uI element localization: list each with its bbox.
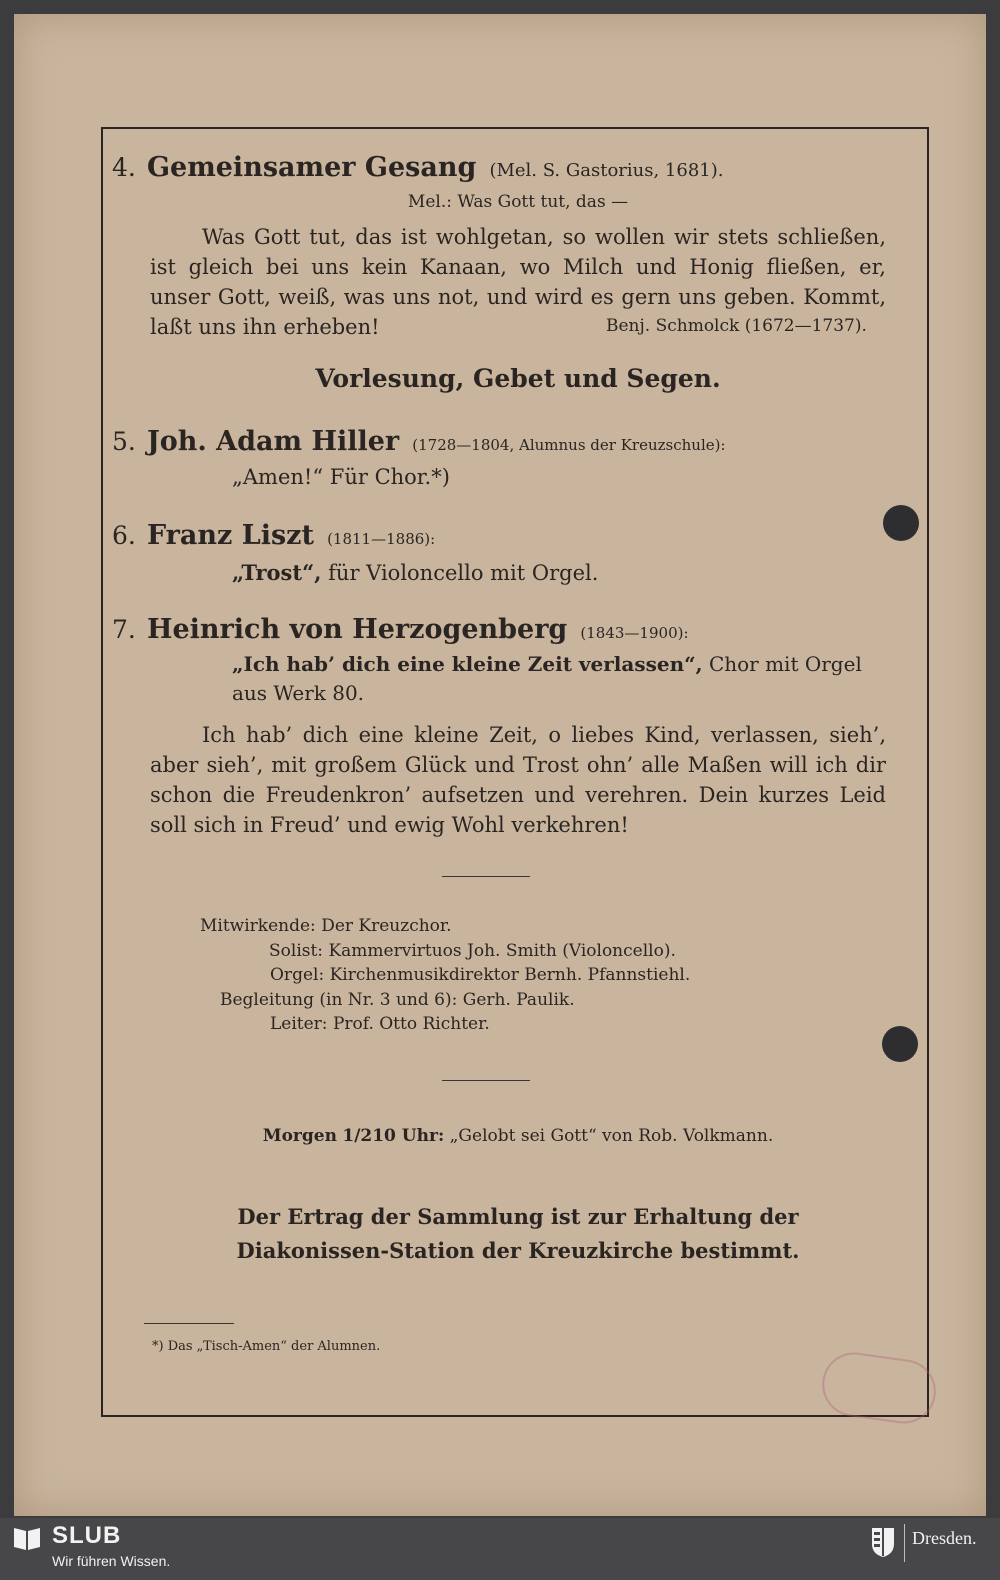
credit-value: Kammervirtuos Joh. Smith (Violoncello). bbox=[328, 940, 676, 961]
credit-line bbox=[184, 914, 690, 939]
composer-name: Franz Liszt bbox=[146, 520, 314, 551]
collection-note bbox=[150, 1200, 886, 1268]
punch-hole bbox=[882, 1026, 918, 1062]
item-number: 5. bbox=[112, 427, 136, 456]
credit-label: Solist: bbox=[269, 940, 324, 961]
announcement-work: „Gelobt sei Gott“ von Rob. Volkmann. bbox=[449, 1126, 774, 1146]
composer-name: Heinrich von Herzogenberg bbox=[146, 614, 568, 645]
hymn-text: Was Gott tut, das ist wohlgetan, so wollen wir stets schließen, ist gleich bei uns kein Kanaan, wo Milch und Honig fließen, er, unser Gott, weiß, was uns not, und wird es gern uns geben. Kommt, laßt uns ihn erheben! bbox=[150, 225, 886, 339]
section-heading: Vorlesung, Gebet und Segen. bbox=[315, 364, 721, 393]
item-meta: (Mel. S. Gastorius, 1681). bbox=[489, 160, 724, 181]
credit-value: Prof. Otto Richter. bbox=[332, 1014, 490, 1034]
item-number: 6. bbox=[112, 521, 136, 550]
item-5-heading bbox=[112, 426, 726, 457]
credit-label: Orgel: bbox=[270, 965, 325, 985]
credit-value: Gerh. Paulik. bbox=[462, 989, 575, 1010]
announcement-lead: Morgen bbox=[262, 1126, 337, 1146]
composer-meta: (1728—1804, Alumnus der Kreuzschule): bbox=[412, 436, 726, 454]
work-title: „Trost“, bbox=[232, 560, 322, 585]
divider bbox=[442, 1080, 530, 1081]
footer-logo-text: SLUB bbox=[52, 1522, 122, 1549]
credit-line bbox=[184, 963, 690, 988]
composer-meta: (1811—1886): bbox=[327, 530, 436, 548]
footer-tagline: Wir führen Wissen. bbox=[52, 1553, 171, 1569]
work-title: „Ich hab’ dich eine kleine Zeit verlassen“, bbox=[232, 652, 703, 676]
program-sheet bbox=[14, 14, 986, 1516]
composer-name: Joh. Adam Hiller bbox=[146, 426, 400, 457]
credit-label: Mitwirkende: bbox=[200, 916, 316, 936]
hymn-author: Benj. Schmolck (1672—1737). bbox=[606, 316, 867, 336]
work-title: „Amen!“ Für Chor.*) bbox=[232, 465, 450, 489]
credits-block bbox=[184, 914, 690, 1037]
work-description: für Violoncello mit Orgel. bbox=[328, 561, 599, 585]
credit-label: Begleitung (in Nr. 3 und 6): bbox=[220, 989, 458, 1010]
item-6-heading bbox=[112, 520, 435, 551]
song-text: Ich hab’ dich eine kleine Zeit, o liebes Kind, verlassen, sieh’, aber sieh’, mit großem Glück und Trost ohn’ alle Maßen will ich dir schon die Freudenkron’ aufsetzen und verehren. Dein kurzes Leid soll sich in Freud’ und ewig Wohl verkehren! bbox=[150, 723, 886, 837]
divider bbox=[442, 876, 530, 877]
footer-bar bbox=[0, 1518, 1000, 1580]
footer-divider bbox=[904, 1524, 905, 1562]
item-number: 7. bbox=[112, 615, 136, 644]
credit-label: Leiter: bbox=[270, 1014, 328, 1034]
footnote-rule bbox=[144, 1323, 234, 1324]
announcement bbox=[150, 1126, 886, 1146]
work-line bbox=[232, 652, 892, 676]
credit-line bbox=[184, 1012, 690, 1037]
credit-value: Kirchenmusikdirektor Bernh. Pfannstiehl. bbox=[329, 965, 691, 985]
book-icon bbox=[12, 1524, 42, 1552]
item-7-heading bbox=[112, 614, 689, 645]
credit-line bbox=[184, 988, 690, 1013]
credit-line bbox=[184, 939, 690, 964]
item-title: Gemeinsamer Gesang bbox=[146, 152, 477, 183]
footer-city: Dresden. bbox=[912, 1528, 977, 1548]
footnote: *) Das „Tisch-Amen“ der Alumnen. bbox=[152, 1339, 381, 1354]
punch-hole bbox=[883, 505, 919, 541]
announcement-time: 1/210 Uhr: bbox=[342, 1126, 445, 1146]
collection-note-line: Diakonissen-Station der Kreuzkirche bestimmt. bbox=[236, 1238, 800, 1263]
work-line bbox=[232, 560, 598, 585]
item-4-heading bbox=[112, 152, 723, 183]
composer-meta: (1843—1900): bbox=[580, 624, 689, 642]
credit-value: Der Kreuzchor. bbox=[321, 916, 452, 936]
work-opus: aus Werk 80. bbox=[232, 681, 365, 705]
work-description: Chor mit Orgel bbox=[708, 652, 862, 676]
collection-note-line: Der Ertrag der Sammlung ist zur Erhaltung der bbox=[237, 1204, 799, 1229]
melody-line: Mel.: Was Gott tut, das — bbox=[407, 192, 629, 212]
item-number: 4. bbox=[112, 153, 136, 182]
city-crest-icon bbox=[870, 1526, 896, 1558]
